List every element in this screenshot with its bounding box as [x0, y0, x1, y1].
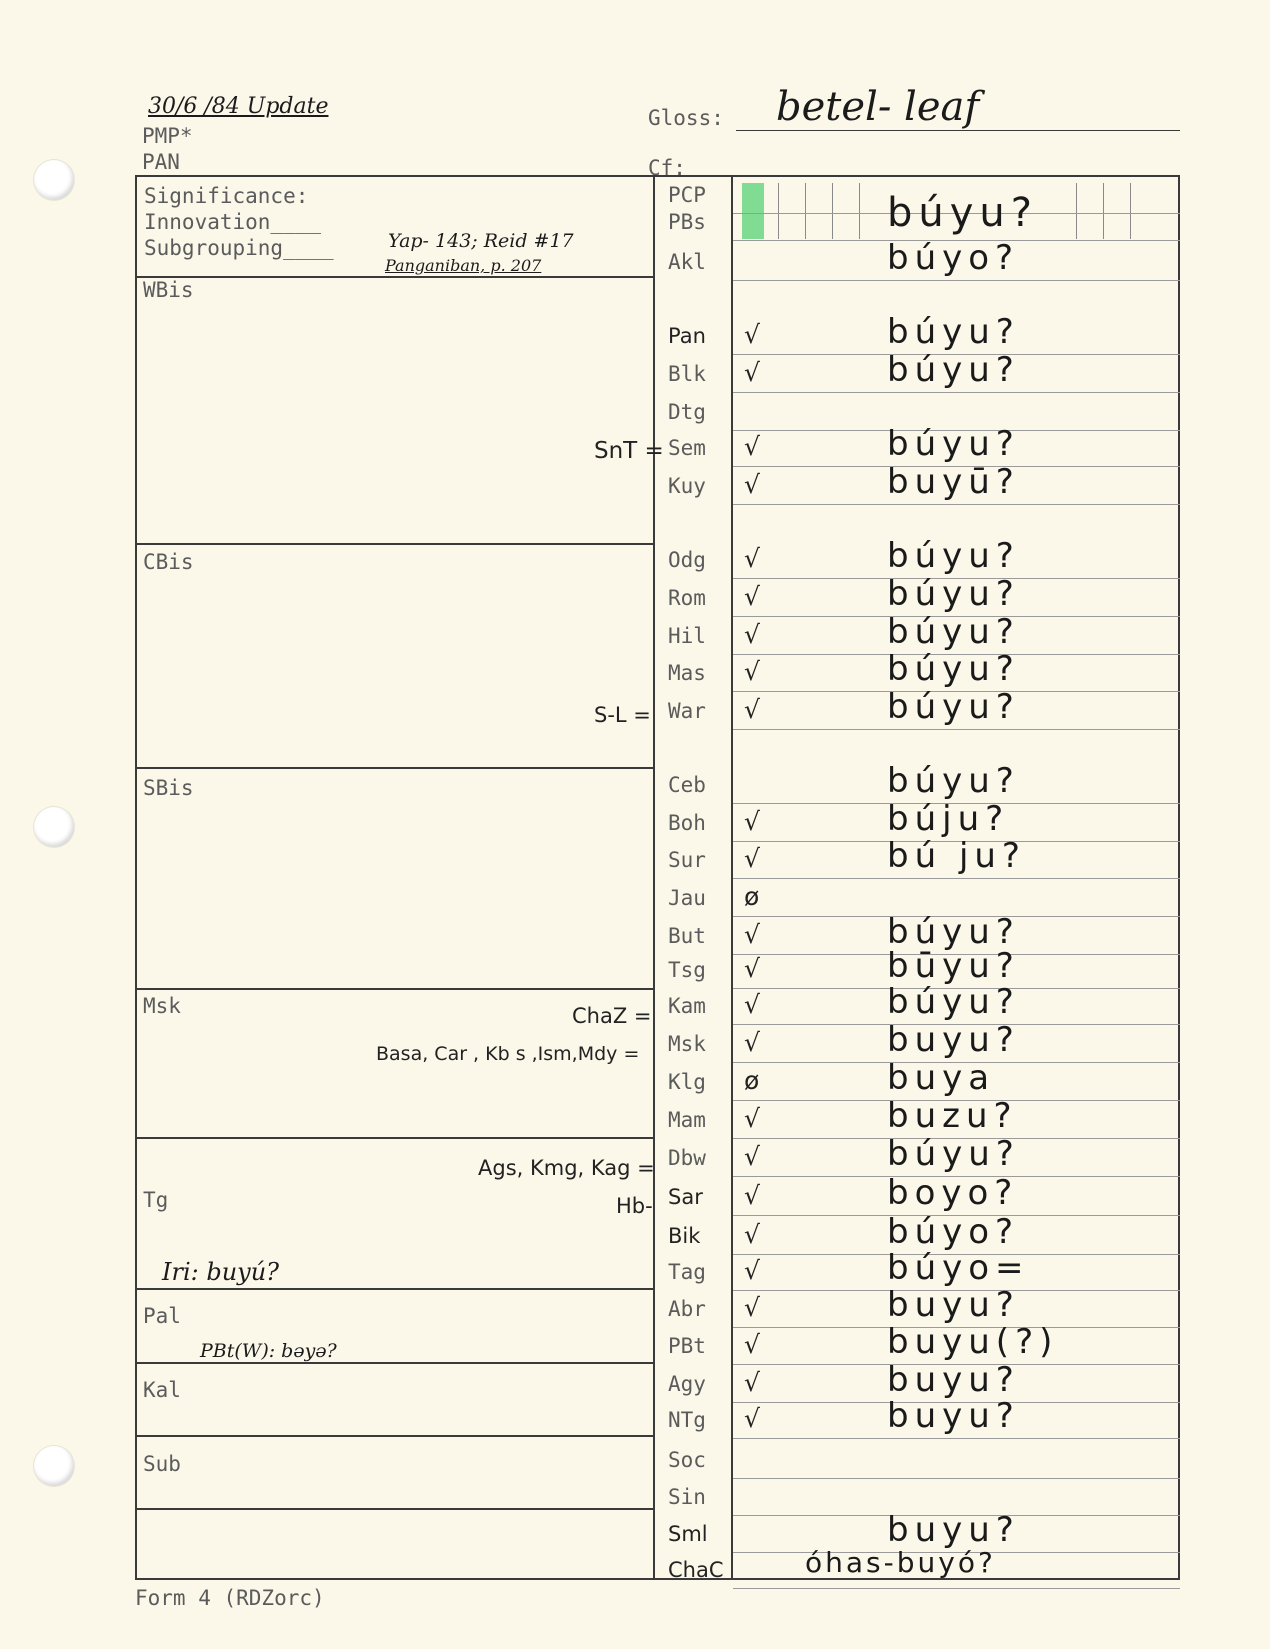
language-code: Mam: [668, 1108, 706, 1132]
language-code: Kuy: [668, 474, 706, 498]
language-code: PBt: [668, 1334, 706, 1358]
language-code: Dbw: [668, 1146, 706, 1170]
row-baseline: [733, 280, 1180, 281]
reflex-form: buyu?: [887, 1360, 1020, 1400]
check-mark: √: [744, 657, 760, 686]
divider-pal: [135, 1288, 655, 1290]
language-code: Agy: [668, 1372, 706, 1396]
annotation-pbt: PBt(W): bəyə?: [200, 1340, 337, 1362]
section-msk: Msk: [143, 994, 181, 1018]
check-mark: √: [744, 470, 760, 499]
section-pal: Pal: [143, 1304, 181, 1328]
reflex-form: bú ju?: [887, 836, 1026, 876]
check-mark: ø: [744, 882, 760, 911]
reflex-form: buzu?: [887, 1096, 1018, 1136]
language-code: Kam: [668, 994, 706, 1018]
language-code: PCP: [668, 183, 706, 207]
check-mark: √: [744, 1028, 760, 1057]
punch-hole-middle: [34, 807, 74, 847]
check-mark: √: [744, 1404, 760, 1433]
section-tg: Tg: [143, 1188, 169, 1212]
language-code: Bik: [668, 1224, 701, 1248]
pmp-label: PMP*: [142, 124, 193, 148]
check-mark: √: [744, 620, 760, 649]
section-kal: Kal: [143, 1378, 181, 1402]
reflex-form: búyu?: [887, 312, 1020, 352]
reflex-form: búyu?: [887, 536, 1020, 576]
left-panel: [135, 175, 655, 1580]
reflex-form: búyu?: [887, 424, 1020, 464]
check-mark: √: [744, 1293, 760, 1322]
language-code: Rom: [668, 586, 706, 610]
section-sub: Sub: [143, 1452, 181, 1476]
language-code: Tag: [668, 1260, 706, 1284]
language-code: War: [668, 699, 706, 723]
form-footer: Form 4 (RDZorc): [135, 1586, 325, 1610]
annotation-snt: SnT =: [594, 438, 664, 464]
reference-note-2: Panganiban, p. 207: [385, 256, 542, 275]
check-mark: √: [744, 432, 760, 461]
annotation-hb: Hb-: [616, 1194, 653, 1218]
language-code: Dtg: [668, 400, 706, 424]
reflex-form: buyu?: [887, 1285, 1020, 1325]
language-code: Sar: [668, 1185, 703, 1209]
check-mark: √: [744, 544, 760, 573]
section-sbis: SBis: [143, 776, 194, 800]
language-code: Klg: [668, 1070, 706, 1094]
subgrouping-field: Subgrouping____: [144, 236, 334, 260]
row-baseline: [733, 1438, 1180, 1439]
check-mark: √: [744, 1368, 760, 1397]
reflex-form: búyu?: [887, 761, 1020, 801]
reflex-form: buya: [887, 1058, 996, 1098]
language-code: Hil: [668, 624, 706, 648]
reflex-form: buyu(?): [887, 1322, 1059, 1362]
grid-tick: [832, 183, 833, 239]
check-mark: √: [744, 844, 760, 873]
check-mark: √: [744, 1330, 760, 1359]
divider-sub: [135, 1435, 655, 1437]
reflex-form: būyu?: [887, 946, 1020, 986]
divider-cbis: [135, 543, 655, 545]
reflex-form: búyu?: [887, 982, 1020, 1022]
check-mark: √: [744, 320, 760, 349]
language-code: Mas: [668, 661, 706, 685]
check-mark: √: [744, 1256, 760, 1285]
grid-tick: [805, 183, 806, 239]
language-code: Jau: [668, 886, 706, 910]
check-mark: √: [744, 954, 760, 983]
reflex-form: boyo?: [887, 1173, 1019, 1213]
divider-tg: [135, 1137, 655, 1139]
reflex-form: búyu?: [887, 574, 1020, 614]
language-code: Abr: [668, 1297, 706, 1321]
reference-note-1: Yap- 143; Reid #17: [388, 230, 574, 252]
row-baseline: [733, 729, 1180, 730]
language-code: PBs: [668, 210, 706, 234]
check-mark: ø: [744, 1066, 760, 1095]
language-code: Akl: [668, 250, 706, 274]
row-baseline: [733, 392, 1180, 393]
language-code: Tsg: [668, 958, 706, 982]
reflex-form: búyu?: [887, 912, 1020, 952]
reflex-form: búyu?: [887, 190, 1038, 236]
language-code: Sml: [668, 1522, 708, 1546]
reflex-form: buyu?: [887, 1396, 1020, 1436]
language-code: Pan: [668, 324, 706, 348]
pan-label: PAN: [142, 150, 180, 174]
check-mark: √: [744, 695, 760, 724]
gloss-underline: [736, 130, 1180, 131]
divider-msk: [135, 988, 655, 990]
gloss-label: Gloss:: [648, 106, 724, 130]
reflex-form: búyo?: [887, 238, 1020, 278]
language-code: Msk: [668, 1032, 706, 1056]
language-code: NTg: [668, 1408, 706, 1432]
reflex-form: óhas-buyó?: [805, 1546, 996, 1579]
reflex-form: búyu?: [887, 612, 1020, 652]
check-mark: √: [744, 920, 760, 949]
gloss-value: betel- leaf: [776, 84, 980, 130]
annotation-iri: Iri: buyú?: [162, 1258, 280, 1286]
grid-tick: [1076, 183, 1077, 239]
language-code: ChaC: [668, 1558, 724, 1582]
reflex-form: buyu?: [887, 1020, 1020, 1060]
language-code: Boh: [668, 811, 706, 835]
grid-tick: [1130, 183, 1131, 239]
grid-tick: [1103, 183, 1104, 239]
divider-kal: [135, 1362, 655, 1364]
reflex-form: búyu?: [887, 649, 1020, 689]
grid-tick: [778, 183, 779, 239]
section-wbis: WBis: [143, 278, 194, 302]
language-code: But: [668, 924, 706, 948]
row-baseline: [733, 878, 1180, 879]
grid-tick: [859, 183, 860, 239]
reflex-form: búyu?: [887, 1134, 1020, 1174]
language-code: Blk: [668, 362, 706, 386]
annotation-basa: Basa, Car , Kb s ,Ism,Mdy =: [376, 1043, 640, 1065]
divider-bottom: [135, 1508, 655, 1510]
language-code: Sem: [668, 436, 706, 460]
language-code: Ceb: [668, 773, 706, 797]
language-code: Sin: [668, 1485, 706, 1509]
reflex-form: búyu?: [887, 350, 1020, 390]
punch-hole-top: [34, 160, 74, 200]
annotation-ags: Ags, Kmg, Kag =: [478, 1156, 655, 1180]
language-code: Odg: [668, 548, 706, 572]
divider-sbis: [135, 767, 655, 769]
check-mark: √: [744, 1181, 760, 1210]
language-code: Soc: [668, 1448, 706, 1472]
check-mark: √: [744, 807, 760, 836]
row-baseline: [733, 504, 1180, 505]
date-note: 30/6 /84 Update: [148, 94, 329, 119]
annotation-sl: S-L =: [594, 703, 651, 727]
reflex-form: buyu?: [887, 1510, 1020, 1550]
innovation-field: Innovation____: [144, 210, 322, 234]
row-baseline: [733, 1478, 1180, 1479]
reflex-form: búyo?: [887, 1212, 1020, 1252]
significance-title: Significance:: [144, 184, 309, 208]
check-mark: √: [744, 358, 760, 387]
check-mark: √: [744, 1220, 760, 1249]
check-mark: √: [744, 582, 760, 611]
section-cbis: CBis: [143, 550, 194, 574]
divider-wbis: [135, 276, 655, 278]
reflex-form: buyū?: [887, 462, 1020, 502]
check-mark: √: [744, 1142, 760, 1171]
reflex-form: búyu?: [887, 687, 1020, 727]
reflex-form: búju?: [887, 799, 1010, 839]
row-baseline: [733, 1588, 1180, 1589]
language-code: Sur: [668, 848, 706, 872]
annotation-chaz: ChaZ =: [572, 1004, 652, 1028]
check-mark: √: [744, 990, 760, 1019]
cf-label: Cf:: [648, 156, 686, 180]
reflex-form: búyo=: [887, 1248, 1030, 1288]
highlight-marker: [742, 183, 764, 239]
check-mark: √: [744, 1104, 760, 1133]
punch-hole-bottom: [34, 1446, 74, 1486]
